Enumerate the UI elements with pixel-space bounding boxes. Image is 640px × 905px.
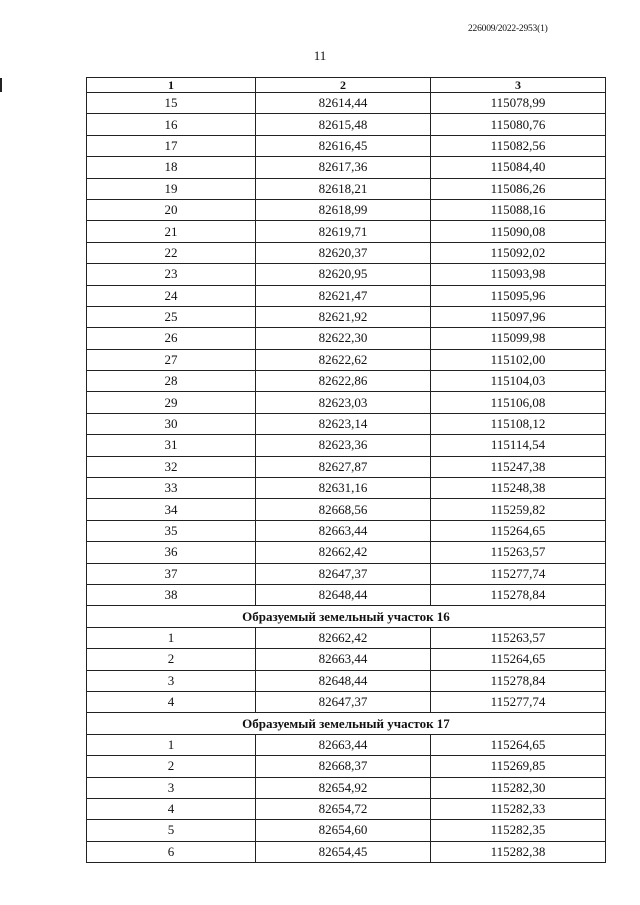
table-row [87, 371, 606, 392]
y-coordinate-cell: 115264,65 [431, 649, 606, 670]
section-title: Образуемый земельный участок 17 [87, 713, 606, 734]
table-row [87, 413, 606, 434]
point-number-cell: 29 [87, 392, 256, 413]
point-number-cell: 6 [87, 841, 256, 862]
x-coordinate-cell: 82621,92 [256, 306, 431, 327]
table-row [87, 542, 606, 563]
table-row [87, 777, 606, 798]
section-row [87, 713, 606, 734]
y-coordinate-cell: 115282,38 [431, 841, 606, 862]
point-number-cell: 16 [87, 114, 256, 135]
scan-edge-mark [0, 78, 2, 92]
table-row [87, 520, 606, 541]
table-row [87, 157, 606, 178]
y-coordinate-cell: 115278,84 [431, 584, 606, 605]
point-number-cell: 23 [87, 264, 256, 285]
table-body [87, 93, 606, 863]
point-number-cell: 2 [87, 649, 256, 670]
table-row [87, 349, 606, 370]
table-row [87, 456, 606, 477]
point-number-cell: 38 [87, 584, 256, 605]
y-coordinate-cell: 115278,84 [431, 670, 606, 691]
y-coordinate-cell: 115106,08 [431, 392, 606, 413]
section-row [87, 606, 606, 627]
table-row [87, 670, 606, 691]
point-number-cell: 22 [87, 242, 256, 263]
y-coordinate-cell: 115263,57 [431, 542, 606, 563]
x-coordinate-cell: 82662,42 [256, 542, 431, 563]
x-coordinate-cell: 82617,36 [256, 157, 431, 178]
table-row [87, 328, 606, 349]
table-row [87, 820, 606, 841]
y-coordinate-cell: 115264,65 [431, 734, 606, 755]
x-coordinate-cell: 82620,37 [256, 242, 431, 263]
x-coordinate-cell: 82662,42 [256, 627, 431, 648]
table-row [87, 221, 606, 242]
x-coordinate-cell: 82620,95 [256, 264, 431, 285]
point-number-cell: 18 [87, 157, 256, 178]
y-coordinate-cell: 115097,96 [431, 306, 606, 327]
x-coordinate-cell: 82654,72 [256, 798, 431, 819]
point-number-cell: 15 [87, 93, 256, 114]
header-row [87, 78, 606, 93]
x-coordinate-cell: 82663,44 [256, 734, 431, 755]
point-number-cell: 34 [87, 499, 256, 520]
table-row [87, 114, 606, 135]
x-coordinate-cell: 82618,99 [256, 199, 431, 220]
table-header [87, 78, 606, 93]
column-header-1: 1 [87, 78, 256, 93]
y-coordinate-cell: 115282,33 [431, 798, 606, 819]
point-number-cell: 27 [87, 349, 256, 370]
y-coordinate-cell: 115264,65 [431, 520, 606, 541]
point-number-cell: 36 [87, 542, 256, 563]
x-coordinate-cell: 82647,37 [256, 691, 431, 712]
x-coordinate-cell: 82622,30 [256, 328, 431, 349]
point-number-cell: 3 [87, 670, 256, 691]
table-row [87, 627, 606, 648]
point-number-cell: 24 [87, 285, 256, 306]
x-coordinate-cell: 82663,44 [256, 649, 431, 670]
y-coordinate-cell: 115269,85 [431, 756, 606, 777]
point-number-cell: 37 [87, 563, 256, 584]
table-row [87, 499, 606, 520]
y-coordinate-cell: 115084,40 [431, 157, 606, 178]
y-coordinate-cell: 115092,02 [431, 242, 606, 263]
table-row [87, 798, 606, 819]
point-number-cell: 2 [87, 756, 256, 777]
y-coordinate-cell: 115086,26 [431, 178, 606, 199]
y-coordinate-cell: 115282,35 [431, 820, 606, 841]
point-number-cell: 21 [87, 221, 256, 242]
table-row [87, 392, 606, 413]
x-coordinate-cell: 82668,37 [256, 756, 431, 777]
point-number-cell: 3 [87, 777, 256, 798]
point-number-cell: 20 [87, 199, 256, 220]
x-coordinate-cell: 82631,16 [256, 478, 431, 499]
x-coordinate-cell: 82614,44 [256, 93, 431, 114]
document-registration-number: 226009/2022-2953(1) [468, 24, 548, 34]
table-row [87, 691, 606, 712]
point-number-cell: 19 [87, 178, 256, 199]
table-row [87, 649, 606, 670]
table-row [87, 135, 606, 156]
point-number-cell: 5 [87, 820, 256, 841]
table-row [87, 306, 606, 327]
y-coordinate-cell: 115095,96 [431, 285, 606, 306]
table-row [87, 478, 606, 499]
y-coordinate-cell: 115093,98 [431, 264, 606, 285]
point-number-cell: 4 [87, 798, 256, 819]
table-row [87, 199, 606, 220]
y-coordinate-cell: 115114,54 [431, 435, 606, 456]
table-row [87, 841, 606, 862]
y-coordinate-cell: 115090,08 [431, 221, 606, 242]
y-coordinate-cell: 115080,76 [431, 114, 606, 135]
y-coordinate-cell: 115088,16 [431, 199, 606, 220]
x-coordinate-cell: 82627,87 [256, 456, 431, 477]
x-coordinate-cell: 82654,45 [256, 841, 431, 862]
y-coordinate-cell: 115104,03 [431, 371, 606, 392]
x-coordinate-cell: 82621,47 [256, 285, 431, 306]
section-title: Образуемый земельный участок 16 [87, 606, 606, 627]
point-number-cell: 4 [87, 691, 256, 712]
table-row [87, 93, 606, 114]
table-row [87, 435, 606, 456]
table-row [87, 756, 606, 777]
coordinates-table [86, 77, 606, 863]
table-row [87, 584, 606, 605]
table-row [87, 178, 606, 199]
point-number-cell: 33 [87, 478, 256, 499]
table-row [87, 563, 606, 584]
x-coordinate-cell: 82623,36 [256, 435, 431, 456]
y-coordinate-cell: 115263,57 [431, 627, 606, 648]
point-number-cell: 30 [87, 413, 256, 434]
column-header-3: 3 [431, 78, 606, 93]
x-coordinate-cell: 82623,14 [256, 413, 431, 434]
table-row [87, 285, 606, 306]
x-coordinate-cell: 82663,44 [256, 520, 431, 541]
y-coordinate-cell: 115108,12 [431, 413, 606, 434]
x-coordinate-cell: 82623,03 [256, 392, 431, 413]
y-coordinate-cell: 115247,38 [431, 456, 606, 477]
y-coordinate-cell: 115078,99 [431, 93, 606, 114]
x-coordinate-cell: 82622,62 [256, 349, 431, 370]
point-number-cell: 26 [87, 328, 256, 349]
page-number: 11 [313, 48, 327, 63]
x-coordinate-cell: 82619,71 [256, 221, 431, 242]
point-number-cell: 31 [87, 435, 256, 456]
point-number-cell: 32 [87, 456, 256, 477]
y-coordinate-cell: 115082,56 [431, 135, 606, 156]
x-coordinate-cell: 82648,44 [256, 584, 431, 605]
y-coordinate-cell: 115282,30 [431, 777, 606, 798]
x-coordinate-cell: 82615,48 [256, 114, 431, 135]
x-coordinate-cell: 82668,56 [256, 499, 431, 520]
table-row [87, 734, 606, 755]
y-coordinate-cell: 115248,38 [431, 478, 606, 499]
point-number-cell: 17 [87, 135, 256, 156]
y-coordinate-cell: 115259,82 [431, 499, 606, 520]
y-coordinate-cell: 115102,00 [431, 349, 606, 370]
table-row [87, 242, 606, 263]
x-coordinate-cell: 82622,86 [256, 371, 431, 392]
x-coordinate-cell: 82616,45 [256, 135, 431, 156]
point-number-cell: 1 [87, 627, 256, 648]
point-number-cell: 28 [87, 371, 256, 392]
x-coordinate-cell: 82648,44 [256, 670, 431, 691]
x-coordinate-cell: 82654,60 [256, 820, 431, 841]
point-number-cell: 35 [87, 520, 256, 541]
y-coordinate-cell: 115099,98 [431, 328, 606, 349]
x-coordinate-cell: 82647,37 [256, 563, 431, 584]
x-coordinate-cell: 82654,92 [256, 777, 431, 798]
y-coordinate-cell: 115277,74 [431, 691, 606, 712]
y-coordinate-cell: 115277,74 [431, 563, 606, 584]
point-number-cell: 1 [87, 734, 256, 755]
column-header-2: 2 [256, 78, 431, 93]
table-row [87, 264, 606, 285]
point-number-cell: 25 [87, 306, 256, 327]
x-coordinate-cell: 82618,21 [256, 178, 431, 199]
